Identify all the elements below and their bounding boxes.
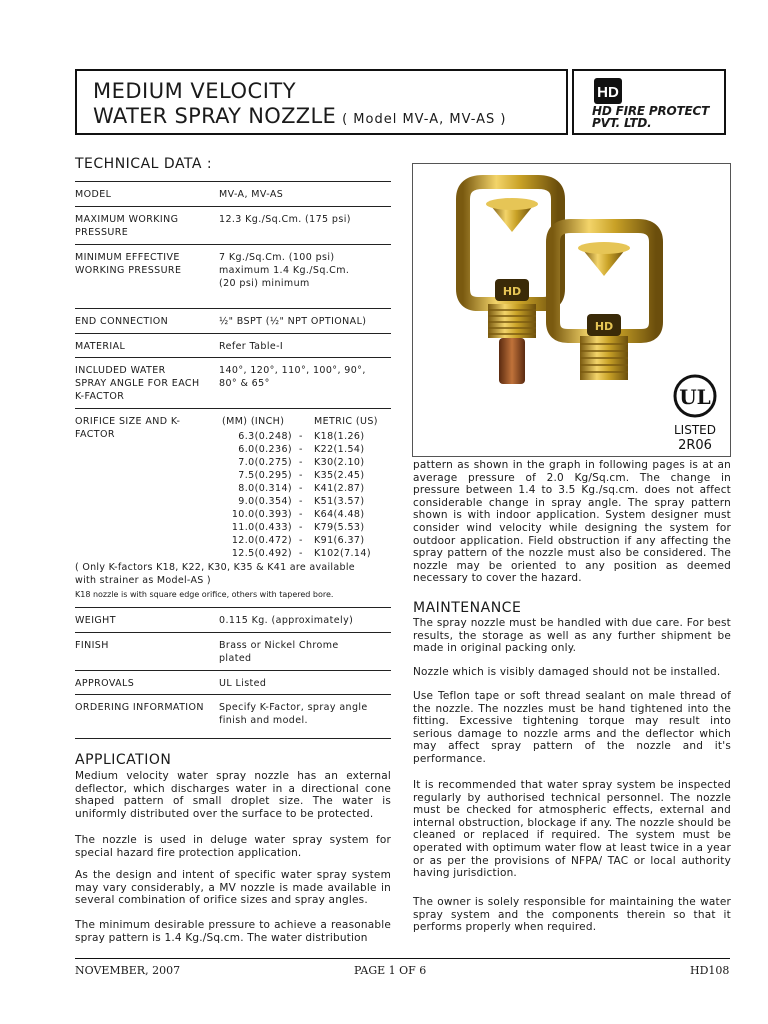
spec-label: MAXIMUM WORKING PRESSURE xyxy=(75,214,179,238)
maintenance-paragraph-3: Use Teflon tape or soft thread sealant on male thread of the nozzle. The nozzles must be hand tightened into the fitting. Excessive tightening torque may result into serious damage to nozzle arms and the deflector which may affect spray pattern of the nozzle and it's performance. xyxy=(413,690,731,765)
spec-row-max-pressure xyxy=(75,206,391,245)
nozzle-mark-right: HD xyxy=(594,320,614,333)
company-name-line-1: HD FIRE PROTECT xyxy=(592,104,710,118)
orifice-k-factor: K79(5.53) xyxy=(314,522,365,533)
orifice-dash: - xyxy=(299,483,303,494)
spec-label: MATERIAL xyxy=(75,341,126,352)
spec-label: END CONNECTION xyxy=(75,316,169,327)
footer-page: PAGE 1 OF 6 xyxy=(354,964,427,977)
orifice-k-factor: K35(2.45) xyxy=(314,470,365,481)
orifice-k-factor: K64(4.48) xyxy=(314,509,365,520)
application-paragraph-3: As the design and intent of specific water spray system may vary considerably, a MV nozzle is made available in several combination of orifice sizes and spray angles. xyxy=(75,869,391,907)
orifice-dash: - xyxy=(299,522,303,533)
spec-value: UL Listed xyxy=(219,678,267,689)
spec-value: 140°, 120°, 110°, 100°, 90°, 80° & 65° xyxy=(219,365,366,389)
orifice-dash: - xyxy=(299,509,303,520)
orifice-size: 10.0(0.393) xyxy=(231,509,292,520)
spec-row-model xyxy=(75,181,391,208)
title-text: WATER SPRAY NOZZLE xyxy=(93,104,337,128)
application-paragraph-2: The nozzle is used in deluge water spray system for special hazard fire protection application. xyxy=(75,834,391,859)
kfactor-note-line-2: with strainer as Model-AS ) xyxy=(75,575,211,586)
spec-value: 0.115 Kg. (approximately) xyxy=(219,615,354,626)
maintenance-paragraph-5: The owner is solely responsible for maintaining the water spray system and the components therein so that it performs properly when required. xyxy=(413,896,731,934)
application-heading: APPLICATION xyxy=(75,752,172,768)
spec-value: MV-A, MV-AS xyxy=(219,189,284,200)
spec-value: 12.3 Kg./Sq.Cm. (175 psi) xyxy=(219,214,351,225)
orifice-k-factor: K41(2.87) xyxy=(314,483,365,494)
orifice-dash: - xyxy=(299,444,303,455)
orifice-k-factor: K30(2.10) xyxy=(314,457,365,468)
spec-row-min-pressure xyxy=(75,244,391,309)
spec-label: APPROVALS xyxy=(75,678,135,689)
distribution-paragraph: pattern as shown in the graph in following pages is at an average pressure of 2.0 Kg/Sq.cm. The change in pressure between 1.4 to 3.5 Kg./sq.cm. does not affect considerable change in spray angle. The spray pattern shown is with indoor application. System designer must consider wind velocity while designing the system for outdoor application. Field obstruction if any affecting the spray pattern of the nozzle must also be considered. The nozzle may be oriented to any position as deemed necessary to cover the hazard. xyxy=(413,459,731,585)
kfactor-note-line-1: ( Only K-factors K18, K22, K30, K35 & K41 are available xyxy=(75,562,355,573)
title-line-1: MEDIUM VELOCITY xyxy=(93,79,297,103)
spec-row-finish xyxy=(75,632,391,671)
kfactor-note-small: K18 nozzle is with square edge orifice, others with tapered bore. xyxy=(75,590,334,599)
orifice-size: 6.3(0.248) xyxy=(238,431,292,442)
nozzle-illustration-icon xyxy=(413,164,730,456)
company-name xyxy=(592,105,709,129)
orifice-dash: - xyxy=(299,548,303,559)
spec-value: Refer Table-I xyxy=(219,341,284,352)
ul-mark-text: UL xyxy=(679,385,711,409)
title-box xyxy=(75,69,568,135)
application-paragraph-1: Medium velocity water spray nozzle has an external deflector, which discharges water in a directional cone shaped pattern of small droplet size. The water is uniformly distributed over the surface to be protected. xyxy=(75,770,391,820)
orifice-k-factor: K18(1.26) xyxy=(314,431,365,442)
maintenance-paragraph-2: Nozzle which is visibly damaged should not be installed. xyxy=(413,666,721,678)
spec-label: MINIMUM EFFECTIVE WORKING PRESSURE xyxy=(75,252,182,276)
spec-label: INCLUDED WATER SPRAY ANGLE FOR EACH K-FACTOR xyxy=(75,365,200,402)
spec-row-material xyxy=(75,333,391,358)
nozzle-right-icon xyxy=(553,226,656,380)
model-text: ( Model MV-A, MV-AS ) xyxy=(342,112,507,127)
orifice-header-metric: METRIC (US) xyxy=(314,416,378,427)
orifice-dash: - xyxy=(299,470,303,481)
orifice-k-factor: K22(1.54) xyxy=(314,444,365,455)
orifice-k-factor: K51(3.57) xyxy=(314,496,365,507)
spec-row-end-connection xyxy=(75,308,391,335)
spec-row-spray-angle xyxy=(75,357,391,409)
orifice-size: 8.0(0.314) xyxy=(238,483,292,494)
orifice-size: 6.0(0.236) xyxy=(238,444,292,455)
orifice-size: 9.0(0.354) xyxy=(238,496,292,507)
technical-data-heading: TECHNICAL DATA : xyxy=(75,156,213,172)
title-line-2 xyxy=(93,104,506,128)
orifice-size: 11.0(0.433) xyxy=(231,522,292,533)
maintenance-paragraph-1: The spray nozzle must be handled with due care. For best results, the storage as well as any further shipment be made in original packing only. xyxy=(413,617,731,655)
orifice-k-factor: K91(6.37) xyxy=(314,535,365,546)
orifice-header-mm: (MM) (INCH) xyxy=(222,416,285,427)
spec-value: Brass or Nickel Chrome plated xyxy=(219,640,339,664)
spec-row-weight xyxy=(75,607,391,634)
spec-value: ½" BSPT (½" NPT OPTIONAL) xyxy=(219,316,367,327)
maintenance-paragraph-4: It is recommended that water spray system be inspected regularly by authorised technical personnel. The nozzle must be checked for atmospheric effects, external and internal obstruction, blockage if any. The nozzle should be cleaned or replaced if required. The system must be operated with optimum water flow at least twice in a year or as per the provisions of NFPA/ TAC or local authority having jurisdiction. xyxy=(413,779,731,880)
spec-row-approvals xyxy=(75,670,391,696)
nozzle-left-icon xyxy=(463,182,558,384)
footer-date: NOVEMBER, 2007 xyxy=(75,964,181,977)
orifice-size: 7.0(0.275) xyxy=(238,457,292,468)
nozzle-mark-left: HD xyxy=(502,285,522,298)
spec-value: 7 Kg./Sq.Cm. (100 psi) maximum 1.4 Kg./Sq.Cm. (20 psi) minimum xyxy=(219,252,350,289)
maintenance-heading: MAINTENANCE xyxy=(413,600,522,616)
footer-rule xyxy=(75,958,730,959)
spec-label: MODEL xyxy=(75,189,112,200)
orifice-size: 12.5(0.492) xyxy=(231,548,292,559)
ul-listed-text: LISTED xyxy=(674,423,716,437)
application-paragraph-4: The minimum desirable pressure to achieve a reasonable spray pattern is 1.4 Kg./Sq.cm. The water distribution xyxy=(75,919,391,944)
spec-row-ordering xyxy=(75,694,391,739)
orifice-dash: - xyxy=(299,535,303,546)
spec-label: FINISH xyxy=(75,640,109,651)
orifice-dash: - xyxy=(299,431,303,442)
orifice-dash: - xyxy=(299,457,303,468)
orifice-size: 12.0(0.472) xyxy=(231,535,292,546)
logo-mark-text: HD xyxy=(597,84,619,101)
ul-listed-code: 2R06 xyxy=(678,438,712,453)
company-logo-box xyxy=(572,69,726,135)
spec-label: ORIFICE SIZE AND K-FACTOR xyxy=(75,416,181,440)
spec-label: WEIGHT xyxy=(75,615,116,626)
product-photo xyxy=(412,163,731,457)
company-name-line-2: PVT. LTD. xyxy=(592,116,652,130)
table-bottom-rule xyxy=(75,738,391,739)
orifice-dash: - xyxy=(299,496,303,507)
orifice-size: 7.5(0.295) xyxy=(238,470,292,481)
orifice-k-factor: K102(7.14) xyxy=(314,548,371,559)
hd-logo-icon xyxy=(594,78,622,104)
spec-label: ORDERING INFORMATION xyxy=(75,702,204,713)
spec-value: Specify K-Factor, spray angle finish and model. xyxy=(219,702,368,726)
ul-listed-icon xyxy=(674,376,716,453)
footer-code: HD108 xyxy=(690,964,730,977)
